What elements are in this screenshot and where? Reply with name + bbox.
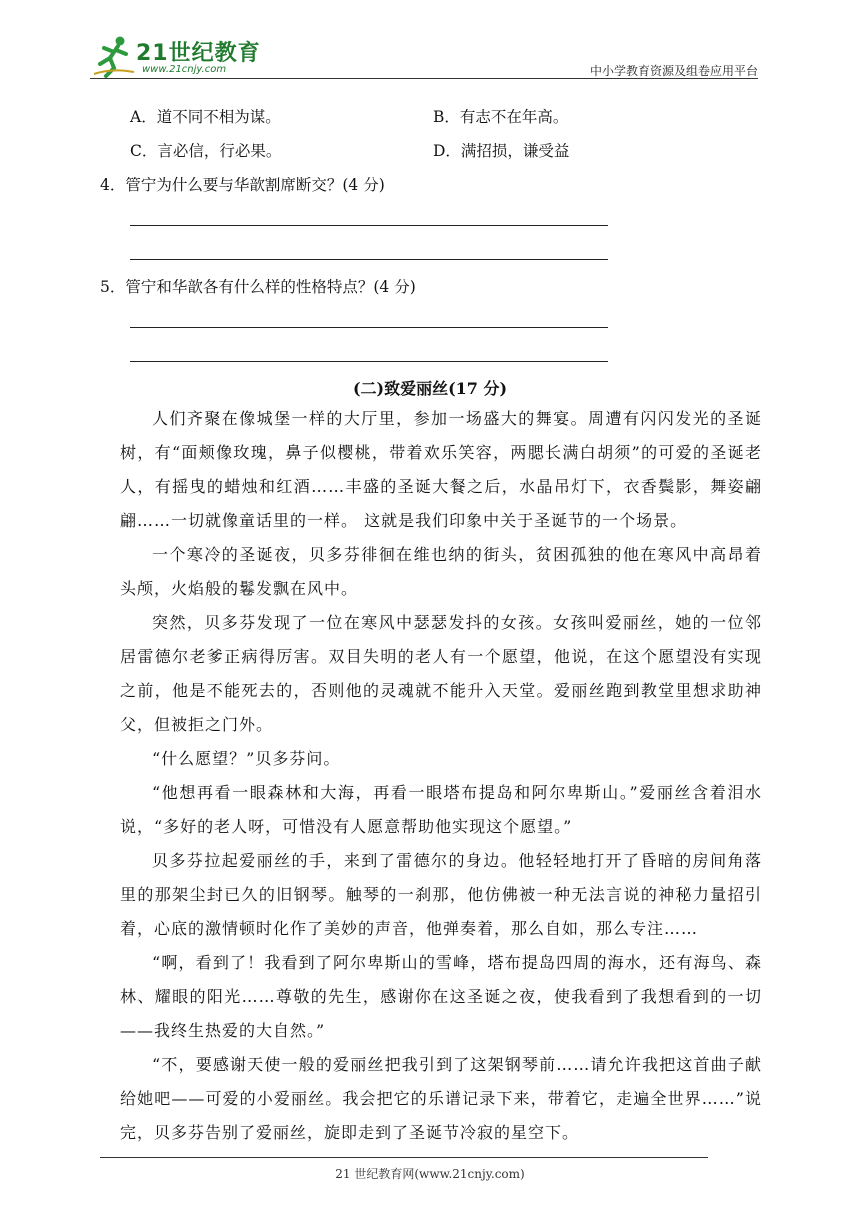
answer-line[interactable] [130, 361, 608, 362]
question-4: 4．管宁为什么要与华歆割席断交？(4 分) [100, 176, 385, 194]
section-title: (二)致爱丽丝(17 分) [352, 379, 508, 398]
passage-paragraph: “他想再看一眼森林和大海，再看一眼塔布提岛和阿尔卑斯山。”爱丽丝含着泪水说，“多好的老人呀，可惜没有人愿意帮助他实现这个愿望。” [120, 783, 762, 836]
passage-paragraph: 一个寒冷的圣诞夜，贝多芬徘徊在维也纳的街头，贫困孤独的他在寒风中高昂着头颅，火焰般的鬈发飘在风中。 [120, 545, 762, 598]
answer-line[interactable] [130, 225, 608, 226]
option-b: B．有志不在年高。 [433, 108, 569, 126]
header-divider [90, 78, 758, 79]
passage-paragraph: 突然，贝多芬发现了一位在寒风中瑟瑟发抖的女孩。女孩叫爱丽丝，她的一位邻居雷德尔老爹正病得厉害。双目失明的老人有一个愿望，他说，在这个愿望没有实现之前，他是不能死去的，否则他的灵魂就不能升入天堂。爱丽丝跑到教堂里想求助神父，但被拒之门外。 [120, 613, 762, 734]
runner-logo-icon [92, 34, 136, 78]
site-logo [92, 34, 272, 78]
answer-line[interactable] [130, 327, 608, 328]
passage-paragraph: 人们齐聚在像城堡一样的大厅里，参加一场盛大的舞宴。周遭有闪闪发光的圣诞树，有“面颊像玫瑰，鼻子似樱桃，带着欢乐笑容，两腮长满白胡须”的可爱的圣诞老人，有摇曳的蜡烛和红酒……丰盛的圣诞大餐之后，水晶吊灯下，衣香鬓影，舞姿翩翩……一切就像童话里的一样。 这就是我们印象中关于圣诞节的一个场景。 [120, 409, 762, 530]
question-5: 5．管宁和华歆各有什么样的性格特点？(4 分) [100, 278, 416, 296]
passage-paragraph: “啊，看到了！我看到了阿尔卑斯山的雪峰，塔布提岛四周的海水，还有海鸟、森林、耀眼的阳光……尊敬的先生，感谢你在这圣诞之夜，使我看到了我想看到的一切——我终生热爱的大自然。” [120, 953, 762, 1040]
brand-name: 21世纪教育 [136, 41, 261, 66]
answer-line[interactable] [130, 259, 608, 260]
passage-paragraph: 贝多芬拉起爱丽丝的手，来到了雷德尔的身边。他轻轻地打开了昏暗的房间角落里的那架尘封已久的旧钢琴。触琴的一刹那，他仿佛被一种无法言说的神秘力量招引着，心底的激情顿时化作了美妙的声音，他弹奏着，那么自如，那么专注…… [120, 851, 762, 938]
option-a: A．道不同不相为谋。 [130, 108, 281, 126]
header-tagline: 中小学教育资源及组卷应用平台 [589, 64, 758, 78]
passage-paragraph: “什么愿望？”贝多芬问。 [152, 749, 341, 768]
page-header [90, 30, 758, 80]
option-c: C．言必信，行必果。 [130, 142, 282, 160]
brand-url: www.21cnjy.com [142, 64, 227, 75]
passage-paragraph: “不，要感谢天使一般的爱丽丝把我引到了这架钢琴前……请允许我把这首曲子献给她吧——可爱的小爱丽丝。我会把它的乐谱记录下来，带着它，走遍全世界……”说完，贝多芬告别了爱丽丝，旋即走到了圣诞节冷寂的星空下。 [120, 1055, 762, 1142]
footer-divider [100, 1157, 708, 1158]
footer-source[interactable]: 21 世纪教育网(www.21cnjy.com) [335, 1167, 525, 1181]
option-d: D．满招损，谦受益 [433, 142, 570, 160]
